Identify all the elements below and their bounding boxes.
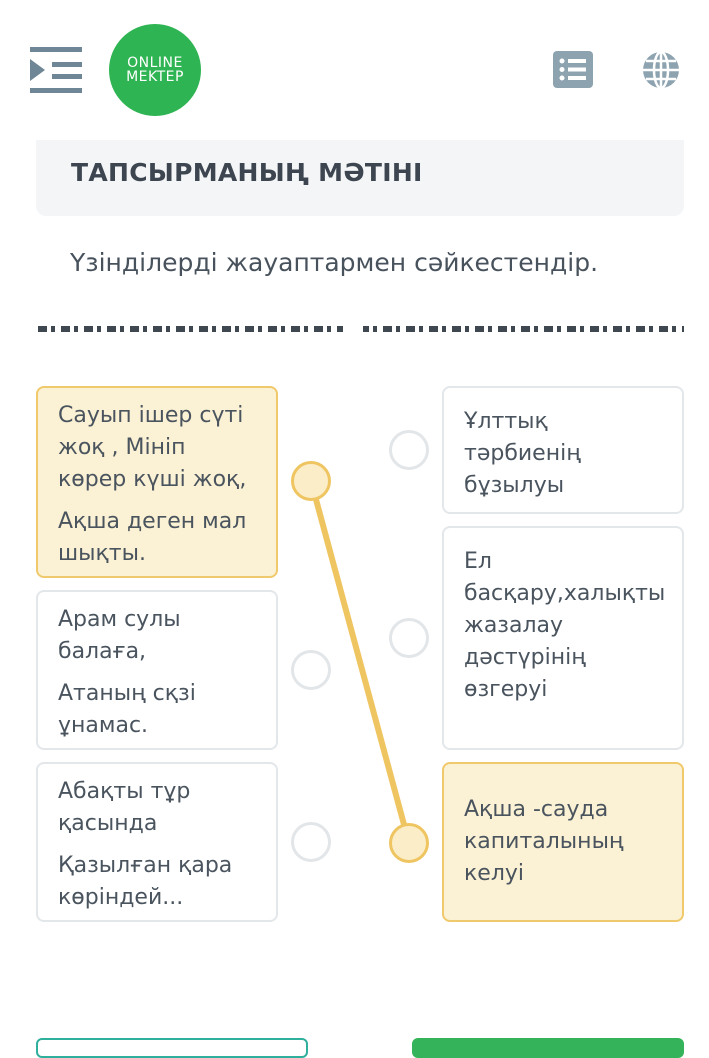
left-dot-2[interactable] <box>291 650 331 690</box>
right-dot-1[interactable] <box>389 430 429 470</box>
right-card-3-label: Ақша -сауда капиталының келуі <box>464 797 624 886</box>
left-card-2[interactable] <box>36 590 278 750</box>
left-card-1-line2: Ақша деген мал шықты. <box>58 509 247 566</box>
back-button[interactable] <box>36 1038 308 1058</box>
left-card-2-line2: Атаның сқзі ұнамас. <box>58 681 196 738</box>
right-card-2-label: Ел басқару,халықты жазалау дәстүрінің өзгеруі <box>464 549 666 702</box>
left-card-3[interactable] <box>36 762 278 922</box>
task-instruction: Үзінділерді жауаптармен сәйкестендір. <box>70 248 599 277</box>
left-dot-3[interactable] <box>291 822 331 862</box>
left-card-3-line1: Абақты тұр қасында <box>58 779 191 836</box>
left-card-1[interactable] <box>36 386 278 578</box>
right-card-1-label: Ұлттық тәрбиенің бұзылуы <box>464 409 581 498</box>
right-card-2[interactable] <box>442 526 684 750</box>
right-dot-3[interactable] <box>389 823 429 863</box>
right-card-3[interactable] <box>442 762 684 922</box>
task-title: ТАПСЫРМАНЫҢ МӘТІНІ <box>71 158 423 187</box>
left-card-2-line1: Арам сулы балаға, <box>58 607 181 664</box>
left-card-3-line2: Қазылған қара көріндей... <box>58 853 233 910</box>
logo-line2: MEKTEP <box>126 69 184 85</box>
right-card-1[interactable] <box>442 386 684 514</box>
left-card-1-line1: Сауып ішер сүті жоқ , Мініп көрер күші жоқ, <box>58 403 247 492</box>
logo-line1: ONLINE <box>127 55 183 71</box>
next-button[interactable] <box>412 1038 684 1058</box>
right-dot-2[interactable] <box>389 618 429 658</box>
left-dot-1[interactable] <box>291 461 331 501</box>
